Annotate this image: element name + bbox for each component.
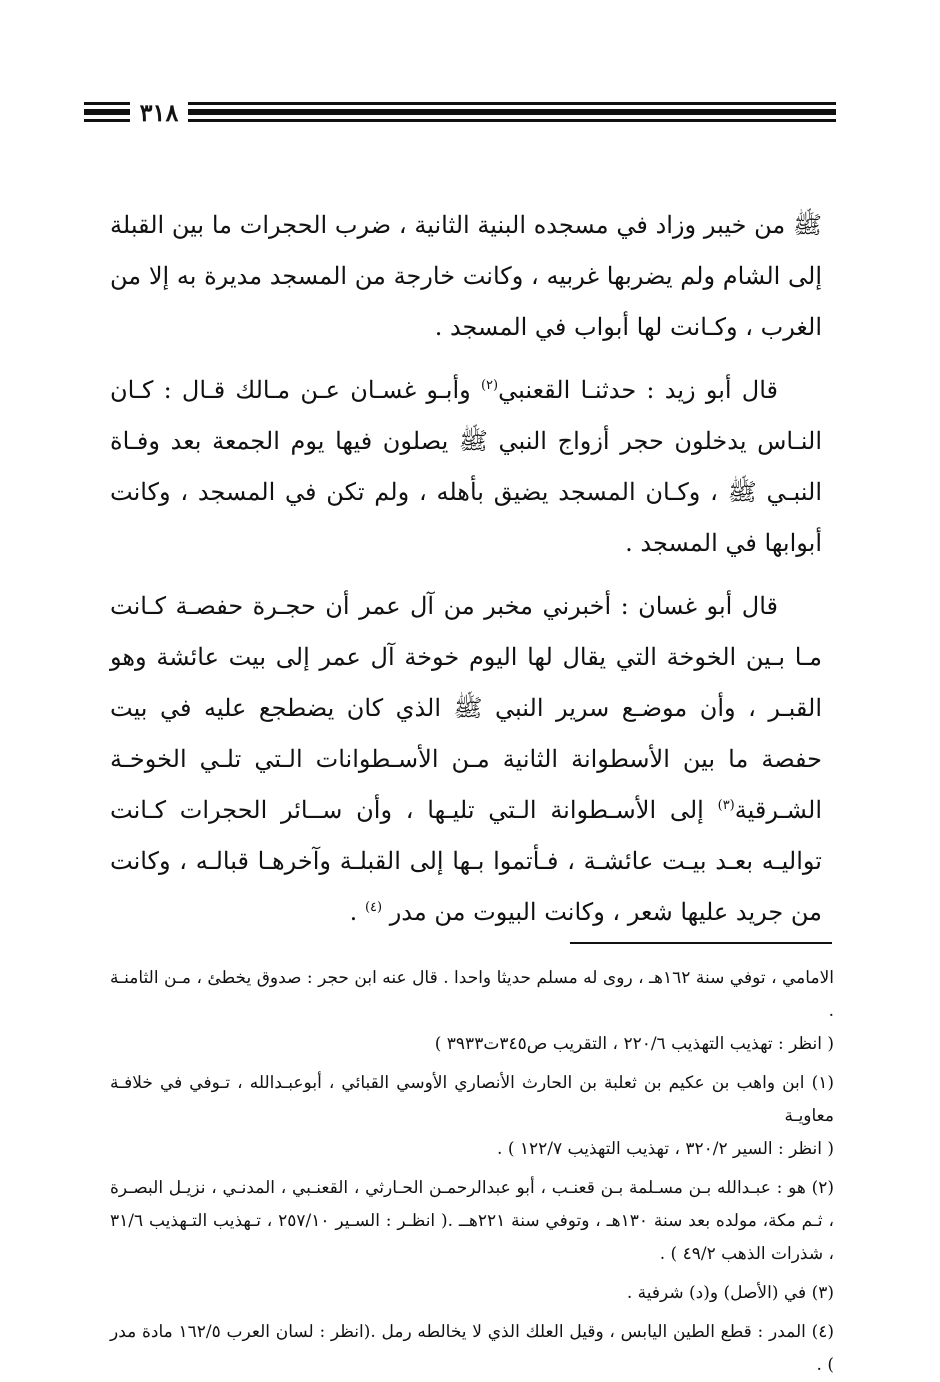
paragraph-2-text-a: قال أبو زيد : حدثنـا القعنبي [498,376,779,404]
paragraph-2-text-b: وأبـو غسـان عـن مـالك قـال : كـان النـاس يدخلون حجر أزواج النبي ﷺ يصلون فيها يوم الجمعة بعد وفـاة النبـي ﷺ ، وكـان المسجد يضيق بأهله ، ولم تكن في المسجد ، وكانت أبوابها في المسجد . [110,376,822,557]
paragraph-3-text-b: إلى الأسـطوانة الـتي تليـها ، وأن ســائر الحجرات كـانت تواليـه بعـد بيـت عائشـة ، فـأتموا بـها إلى القبلـة وآخرهـا قبالـه ، وكانت من جريد عليها شعر ، وكانت البيوت من مدر [110,796,822,926]
paragraph-3-text-a: قال أبو غسان : أخبرني مخبر من آل عمر أن حجـرة حفصـة كـانت مـا بـين الخوخة التي يقال لها اليوم خوخة آل عمر إلى بيت عائشة وهو القبـر ، وأن موضـع سرير النبي ﷺ الذي كان يضطجع عليه في بيت حفصة ما بين الأسطوانة الثانية مـن الأسـطوانات الـتي تلـي الخوخـة الشـرقية [110,592,823,824]
footnote-2: (٢) هو : عبـدالله بـن مسـلمة بـن قعنـب ، أبو عبدالرحمـن الحـارثي ، القعنـبي ، المدنـي ، نزيـل البصـرة ، ثـم مكة، مولده بعد سنة ١٣٠هـ ، وتوفي سنة ٢٢١هــ .( انظـر : السـير ٢٥٧/١٠ ، تـهذيب التـهذيب ٣١/٦ ، شذرات الذهب ٤٩/٢ ) . [110,1178,835,1264]
footnote-separator [570,942,832,944]
footnote-3: (٣) في (الأصل) و(د) شرفية . [626,1283,834,1303]
footnote-ref-3: (٣) [717,798,735,813]
footnote-1-ref: ( انظر : السير ٣٢٠/٢ ، تهذيب التهذيب ١٢٢/٧ ) . [497,1139,834,1159]
paragraph-3-text-c: . [349,898,365,926]
footnotes [110,962,834,1382]
footnote-4: (٤) المدر : قطع الطين اليابس ، وقيل العلك الذي لا يخالطه رمل .(انظر : لسان العرب ١٦٢/٥ مادة مدر ) . [110,1322,835,1375]
header-rule [84,96,836,130]
paragraph-3 [110,581,822,938]
main-text [110,200,822,950]
footnote-1: (١) ابن واهب بن عكيم بن ثعلبة بن الحارث الأنصاري الأوسي القبائي ، أبوعبـدالله ، تـوفي في خلافـة معاويـة [110,1073,834,1126]
page-number: ٣١٨ [139,98,179,127]
footnote-continuation: الامامي ، توفي سنة ١٦٢هـ ، روى له مسلم حديثا واحدا . قال عنه ابن حجر : صدوق يخطئ ، مـن الثامنـة . [110,968,834,1021]
paragraph-1-text: ﷺ من خيبر وزاد في مسجده البنية الثانية ، ضرب الحجرات ما بين القبلة إلى الشام ولم يضربها غربيه ، وكانت خارجة من المسجد مديرة به إلا من الغرب ، وكـانت لها أبواب في المسجد . [110,211,822,341]
page-header [84,96,836,130]
header-rule-left [84,96,130,130]
footnote-continuation-ref: ( انظر : تهذيب التهذيب ٢٢٠/٦ ، التقريب ص٣٤٥ت٣٩٣٣ ) [434,1034,834,1054]
footnote-ref-4: (٤) [364,900,383,915]
paragraph-1 [110,200,822,353]
paragraph-2 [110,365,822,569]
footnote-ref-2: (٢) [480,378,499,393]
header-rule-right [188,96,836,130]
